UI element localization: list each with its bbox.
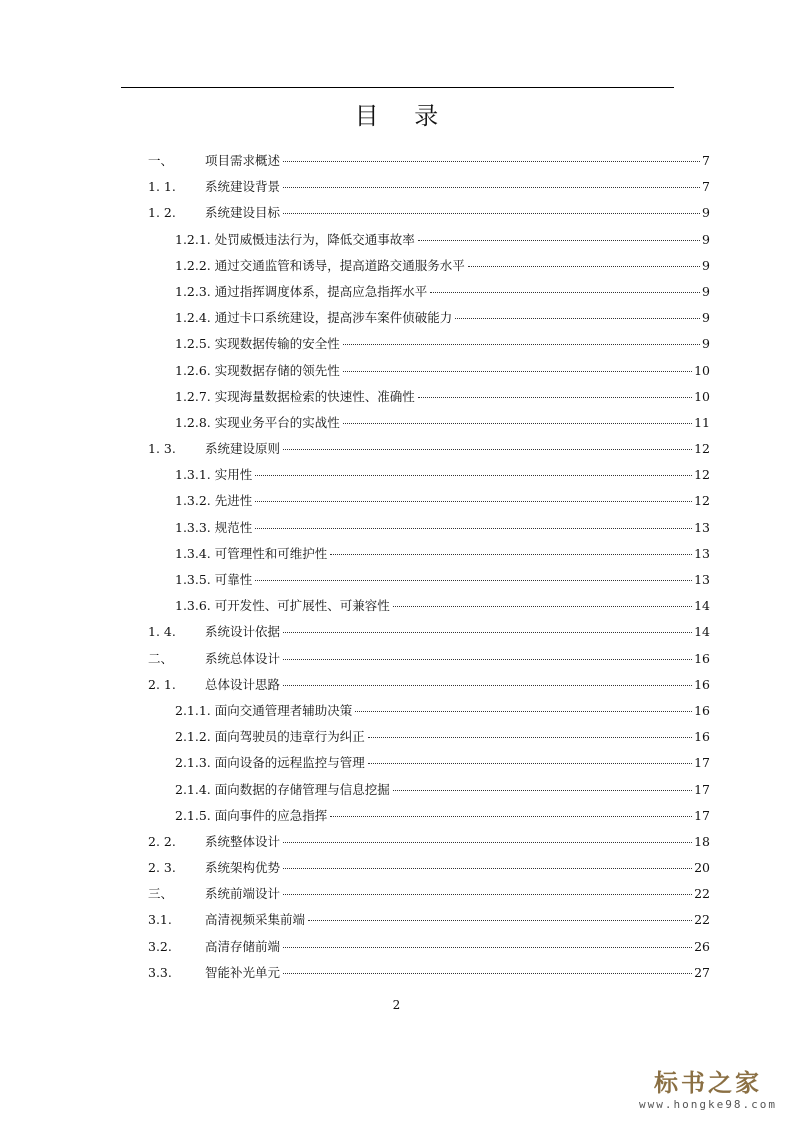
toc-entry[interactable] — [148, 907, 710, 933]
toc-dot-leader — [468, 266, 700, 267]
toc-entry-number: 2.1.2. — [175, 729, 211, 745]
toc-dot-leader — [283, 449, 692, 450]
toc-dot-leader — [430, 292, 700, 293]
toc-entry-page: 9 — [702, 231, 710, 247]
toc-entry-title: 总体设计思路 — [205, 676, 281, 692]
toc-entry-number: 1.3.4. — [175, 545, 211, 561]
toc-entry[interactable] — [148, 803, 710, 829]
toc-dot-leader — [283, 187, 700, 188]
toc-entry[interactable] — [148, 253, 710, 279]
toc-entry-title: 可管理性和可维护性 — [214, 545, 328, 561]
toc-entry-page: 22 — [694, 912, 710, 928]
toc-entry-title: 系统建设背景 — [205, 179, 281, 195]
toc-entry-number: 1.2.6. — [175, 362, 211, 378]
toc-entry[interactable] — [148, 829, 710, 855]
toc-dot-leader — [343, 371, 692, 372]
toc-entry-number: 1. 3. — [148, 441, 176, 457]
toc-dot-leader — [343, 423, 692, 424]
toc-dot-leader — [283, 868, 692, 869]
toc-dot-leader — [393, 606, 692, 607]
toc-entry-page: 16 — [694, 729, 710, 745]
toc-entry-page: 12 — [694, 493, 710, 509]
toc-entry[interactable] — [148, 488, 710, 514]
toc-dot-leader — [283, 685, 692, 686]
toc-entry-title: 高清视频采集前端 — [205, 912, 306, 928]
toc-entry[interactable] — [148, 358, 710, 384]
toc-entry-title: 实现海量数据检索的快速性、准确性 — [214, 388, 415, 404]
toc-dot-leader — [418, 397, 692, 398]
toc-dot-leader — [330, 816, 692, 817]
toc-dot-leader — [255, 580, 692, 581]
toc-entry[interactable] — [148, 305, 710, 331]
toc-entry-page: 20 — [694, 860, 710, 876]
toc-entry-title: 系统建设原则 — [205, 441, 281, 457]
toc-entry-title: 系统建设目标 — [205, 205, 281, 221]
toc-entry[interactable] — [148, 646, 710, 672]
toc-entry-page: 7 — [702, 179, 710, 195]
toc-entry[interactable] — [148, 410, 710, 436]
toc-entry-page: 10 — [694, 362, 710, 378]
toc-entry-page: 17 — [694, 807, 710, 823]
toc-entry[interactable] — [148, 593, 710, 619]
toc-entry-title: 通过指挥调度体系，提高应急指挥水平 — [214, 283, 428, 299]
toc-dot-leader — [283, 632, 692, 633]
toc-entry-title: 面向设备的远程监控与管理 — [214, 755, 365, 771]
toc-entry-page: 18 — [694, 833, 710, 849]
toc-entry-number: 1.3.1. — [175, 467, 211, 483]
toc-entry-number: 2.1.5. — [175, 807, 211, 823]
toc-dot-leader — [418, 240, 700, 241]
toc-entry-title: 系统设计依据 — [205, 624, 281, 640]
toc-dot-leader — [330, 554, 692, 555]
toc-entry-page: 9 — [702, 257, 710, 273]
toc-entry[interactable] — [148, 227, 710, 253]
toc-entry-number: 1. 2. — [148, 205, 176, 221]
toc-entry-number: 1.2.8. — [175, 414, 211, 430]
watermark-url: www.hongke98.com — [639, 1098, 777, 1111]
toc-dot-leader — [308, 920, 692, 921]
toc-entry[interactable] — [148, 148, 710, 174]
toc-dot-leader — [283, 659, 692, 660]
toc-entry-page: 26 — [694, 938, 710, 954]
toc-dot-leader — [283, 842, 692, 843]
toc-dot-leader — [368, 737, 692, 738]
toc-entry-page: 12 — [694, 441, 710, 457]
toc-entry[interactable] — [148, 619, 710, 645]
toc-entry[interactable] — [148, 515, 710, 541]
toc-entry-page: 11 — [694, 414, 710, 430]
toc-entry[interactable] — [148, 174, 710, 200]
toc-entry-page: 13 — [694, 519, 710, 535]
toc-entry-page: 16 — [694, 702, 710, 718]
toc-entry[interactable] — [148, 200, 710, 226]
toc-entry[interactable] — [148, 960, 710, 986]
toc-entry-title: 面向事件的应急指挥 — [214, 807, 328, 823]
toc-entry-page: 9 — [702, 310, 710, 326]
toc-entry-number: 1.2.5. — [175, 336, 211, 352]
toc-entry[interactable] — [148, 279, 710, 305]
toc-dot-leader — [343, 344, 700, 345]
toc-entry-page: 12 — [694, 467, 710, 483]
toc-dot-leader — [283, 161, 700, 162]
toc-entry-title: 系统架构优势 — [205, 860, 281, 876]
toc-entry-page: 14 — [694, 598, 710, 614]
toc-entry-page: 17 — [694, 755, 710, 771]
toc-entry[interactable] — [148, 750, 710, 776]
toc-entry-number: 1. 1. — [148, 179, 176, 195]
toc-entry-page: 14 — [694, 624, 710, 640]
toc-entry-page: 9 — [702, 336, 710, 352]
toc-entry-title: 面向驾驶员的违章行为纠正 — [214, 729, 365, 745]
toc-entry-title: 系统整体设计 — [205, 833, 281, 849]
toc-entry-number: 一、 — [148, 153, 174, 168]
toc-entry-page: 27 — [694, 964, 710, 980]
toc-entry-page: 13 — [694, 545, 710, 561]
toc-entry[interactable] — [148, 567, 710, 593]
toc-entry-number: 1.3.5. — [175, 572, 211, 587]
toc-entry-number: 1. 4. — [148, 624, 176, 640]
toc-dot-leader — [283, 894, 692, 895]
toc-entry-title: 处罚威慑违法行为，降低交通事故率 — [214, 231, 415, 247]
toc-entry-number: 1.3.2. — [175, 493, 211, 509]
toc-entry-number: 2.1.4. — [175, 781, 211, 797]
toc-entry-number: 2.1.3. — [175, 755, 211, 771]
toc-dot-leader — [368, 763, 692, 764]
toc-entry-number: 2. 1. — [148, 676, 176, 692]
toc-dot-leader — [283, 947, 692, 948]
toc-entry-number: 1.2.4. — [175, 310, 211, 326]
toc-entry-page: 16 — [694, 650, 710, 666]
toc-entry-number: 1.2.7. — [175, 388, 211, 404]
toc-entry[interactable] — [148, 462, 710, 488]
toc-entry-title: 先进性 — [214, 493, 253, 509]
toc-dot-leader — [355, 711, 692, 712]
toc-entry[interactable] — [148, 934, 710, 960]
toc-entry-title: 系统前端设计 — [205, 886, 281, 902]
toc-entry[interactable] — [148, 777, 710, 803]
toc-entry-page: 16 — [694, 676, 710, 692]
table-of-contents — [148, 148, 710, 986]
toc-entry-title: 面向交通管理者辅助决策 — [214, 702, 353, 718]
toc-dot-leader — [283, 973, 692, 974]
toc-dot-leader — [455, 318, 700, 319]
toc-entry-title: 通过卡口系统建设，提高涉车案件侦破能力 — [214, 310, 453, 326]
toc-entry-number: 2. 3. — [148, 860, 176, 876]
toc-entry-title: 实现业务平台的实战性 — [214, 414, 340, 430]
toc-entry-number: 1.3.3. — [175, 519, 211, 535]
toc-entry-title: 实用性 — [214, 467, 253, 483]
toc-entry[interactable] — [148, 672, 710, 698]
toc-entry-title: 面向数据的存储管理与信息挖掘 — [214, 781, 390, 797]
toc-dot-leader — [393, 790, 692, 791]
toc-entry-number: 3.2. — [148, 938, 172, 954]
watermark — [633, 1068, 783, 1112]
toc-dot-leader — [255, 528, 692, 529]
toc-entry-number: 3.1. — [148, 912, 172, 928]
toc-entry-title: 规范性 — [214, 519, 253, 535]
toc-entry-number: 1.3.6. — [175, 598, 211, 614]
toc-entry[interactable] — [148, 436, 710, 462]
toc-entry-title: 智能补光单元 — [205, 964, 281, 980]
toc-entry[interactable] — [148, 855, 710, 881]
toc-entry-title: 高清存储前端 — [205, 938, 281, 954]
toc-entry-title: 系统总体设计 — [205, 650, 281, 666]
toc-entry[interactable] — [148, 724, 710, 750]
toc-entry-title: 实现数据存储的领先性 — [214, 362, 340, 378]
toc-entry-number: 2. 2. — [148, 833, 176, 849]
toc-entry[interactable] — [148, 541, 710, 567]
toc-entry-title: 项目需求概述 — [205, 153, 281, 168]
toc-entry-page: 13 — [694, 572, 710, 587]
toc-entry-number: 3.3. — [148, 964, 172, 980]
toc-entry[interactable] — [148, 384, 710, 410]
toc-entry-page: 7 — [702, 153, 710, 168]
toc-title: 目 录 — [354, 102, 453, 130]
toc-entry-title: 实现数据传输的安全性 — [214, 336, 340, 352]
toc-entry-number: 2.1.1. — [175, 702, 211, 718]
toc-entry-number: 三、 — [148, 886, 174, 902]
toc-entry-page: 17 — [694, 781, 710, 797]
header-rule — [121, 87, 674, 88]
watermark-logo: 标书之家 — [654, 1069, 762, 1097]
page-number: 2 — [392, 998, 401, 1012]
toc-entry-page: 22 — [694, 886, 710, 902]
toc-dot-leader — [283, 213, 700, 214]
toc-entry-page: 9 — [702, 205, 710, 221]
toc-entry-number: 二、 — [148, 650, 174, 666]
toc-entry-title: 可靠性 — [214, 572, 253, 587]
toc-dot-leader — [255, 501, 692, 502]
toc-entry-page: 9 — [702, 283, 710, 299]
toc-entry-title: 通过交通监管和诱导，提高道路交通服务水平 — [214, 257, 465, 273]
toc-entry[interactable] — [148, 881, 710, 907]
toc-entry-number: 1.2.1. — [175, 231, 211, 247]
toc-entry-number: 1.2.2. — [175, 257, 211, 273]
toc-entry[interactable] — [148, 698, 710, 724]
toc-entry[interactable] — [148, 331, 710, 357]
toc-entry-number: 1.2.3. — [175, 283, 211, 299]
toc-entry-title: 可开发性、可扩展性、可兼容性 — [214, 598, 390, 614]
toc-entry-page: 10 — [694, 388, 710, 404]
toc-dot-leader — [255, 475, 692, 476]
